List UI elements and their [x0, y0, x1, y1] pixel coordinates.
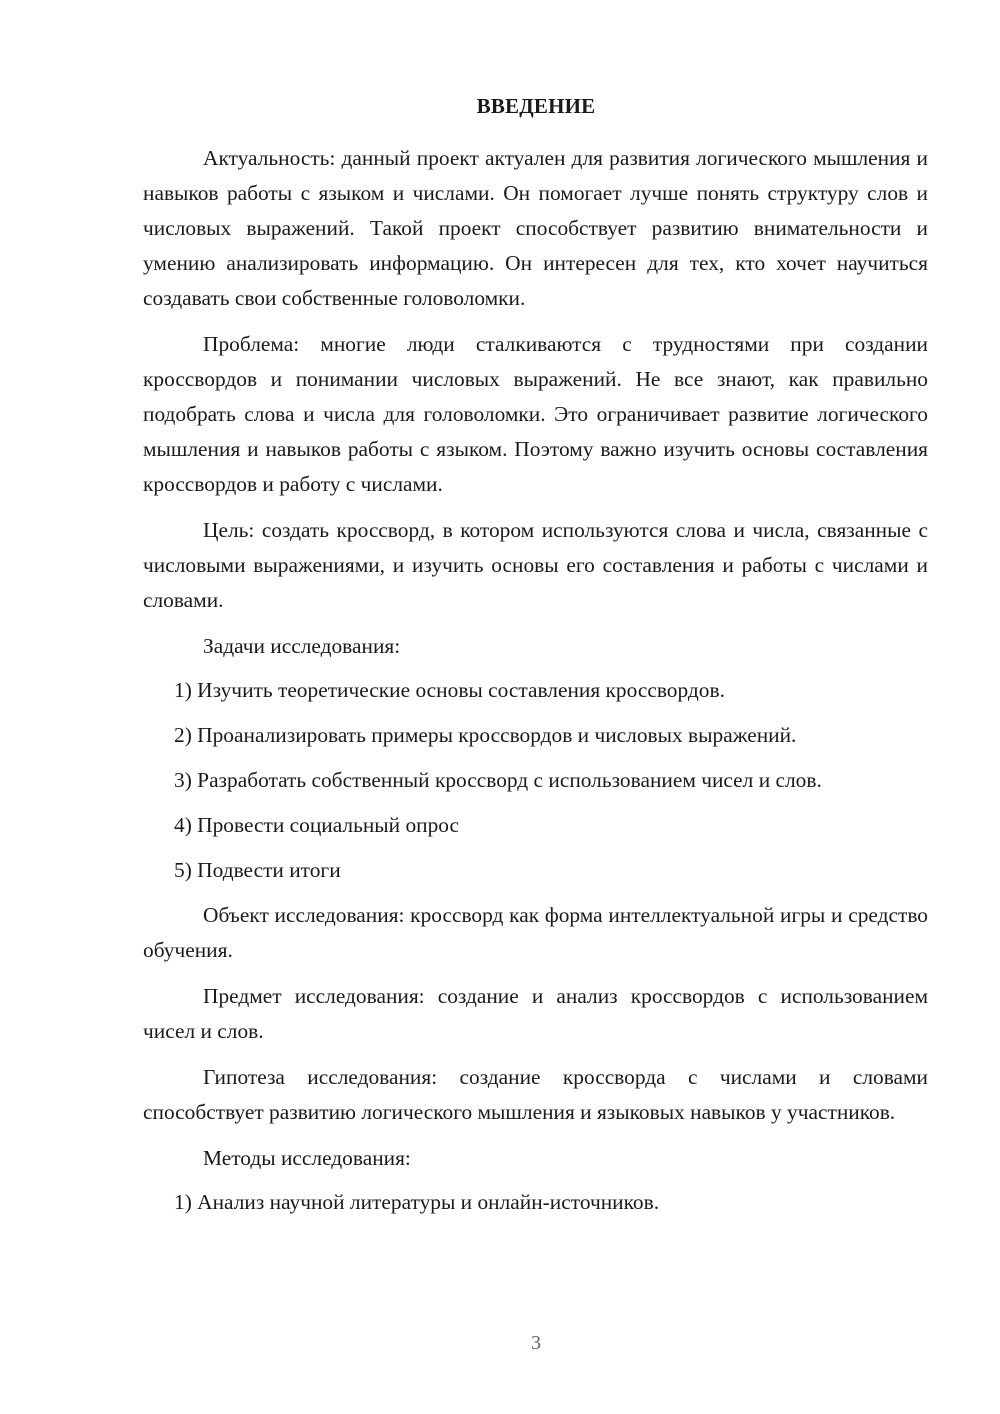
goal-paragraph: Цель: создать кроссворд, в котором используются слова и числа, связанные с числовыми выражениями, и изучить основы его составления и работы с числами и словами. — [143, 518, 928, 612]
methods-label: Методы исследования: — [203, 1146, 411, 1170]
page-number: 3 — [531, 1332, 541, 1354]
method-item: 1) Анализ научной литературы и онлайн-источников. — [174, 1190, 660, 1214]
tasks-label: Задачи исследования: — [203, 634, 401, 658]
object-paragraph: Объект исследования: кроссворд как форма интеллектуальной игры и средство обучения. — [143, 903, 928, 962]
task-item: 2) Проанализировать примеры кроссвордов и числовых выражений. — [174, 723, 797, 747]
task-item: 5) Подвести итоги — [174, 858, 341, 882]
section-heading: ВВЕДЕНИЕ — [476, 94, 596, 118]
task-item: 3) Разработать собственный кроссворд с использованием чисел и слов. — [174, 768, 822, 792]
document-body — [143, 141, 928, 1230]
task-item: 4) Провести социальный опрос — [174, 813, 460, 837]
relevance-paragraph: Актуальность: данный проект актуален для развития логического мышления и навыков работы с языком и числами. Он помогает лучше понять структуру слов и числовых выражений. Такой проект способствует развитию внимательности и умению анализировать информацию. Он интересен для тех, кто хочет научиться создавать свои собственные головоломки. — [143, 146, 928, 310]
subject-paragraph: Предмет исследования: создание и анализ кроссвордов с использованием чисел и слов. — [143, 984, 928, 1043]
hypothesis-paragraph: Гипотеза исследования: создание кроссворда с числами и словами способствует развитию логического мышления и языковых навыков у участников. — [143, 1065, 928, 1124]
problem-paragraph: Проблема: многие люди сталкиваются с трудностями при создании кроссвордов и понимании числовых выражений. Не все знают, как правильно подобрать слова и числа для головоломки. Это ограничивает развитие логического мышления и навыков работы с языком. Поэтому важно изучить основы составления кроссвордов и работу с числами. — [143, 332, 928, 496]
task-item: 1) Изучить теоретические основы составления кроссвордов. — [174, 678, 725, 702]
